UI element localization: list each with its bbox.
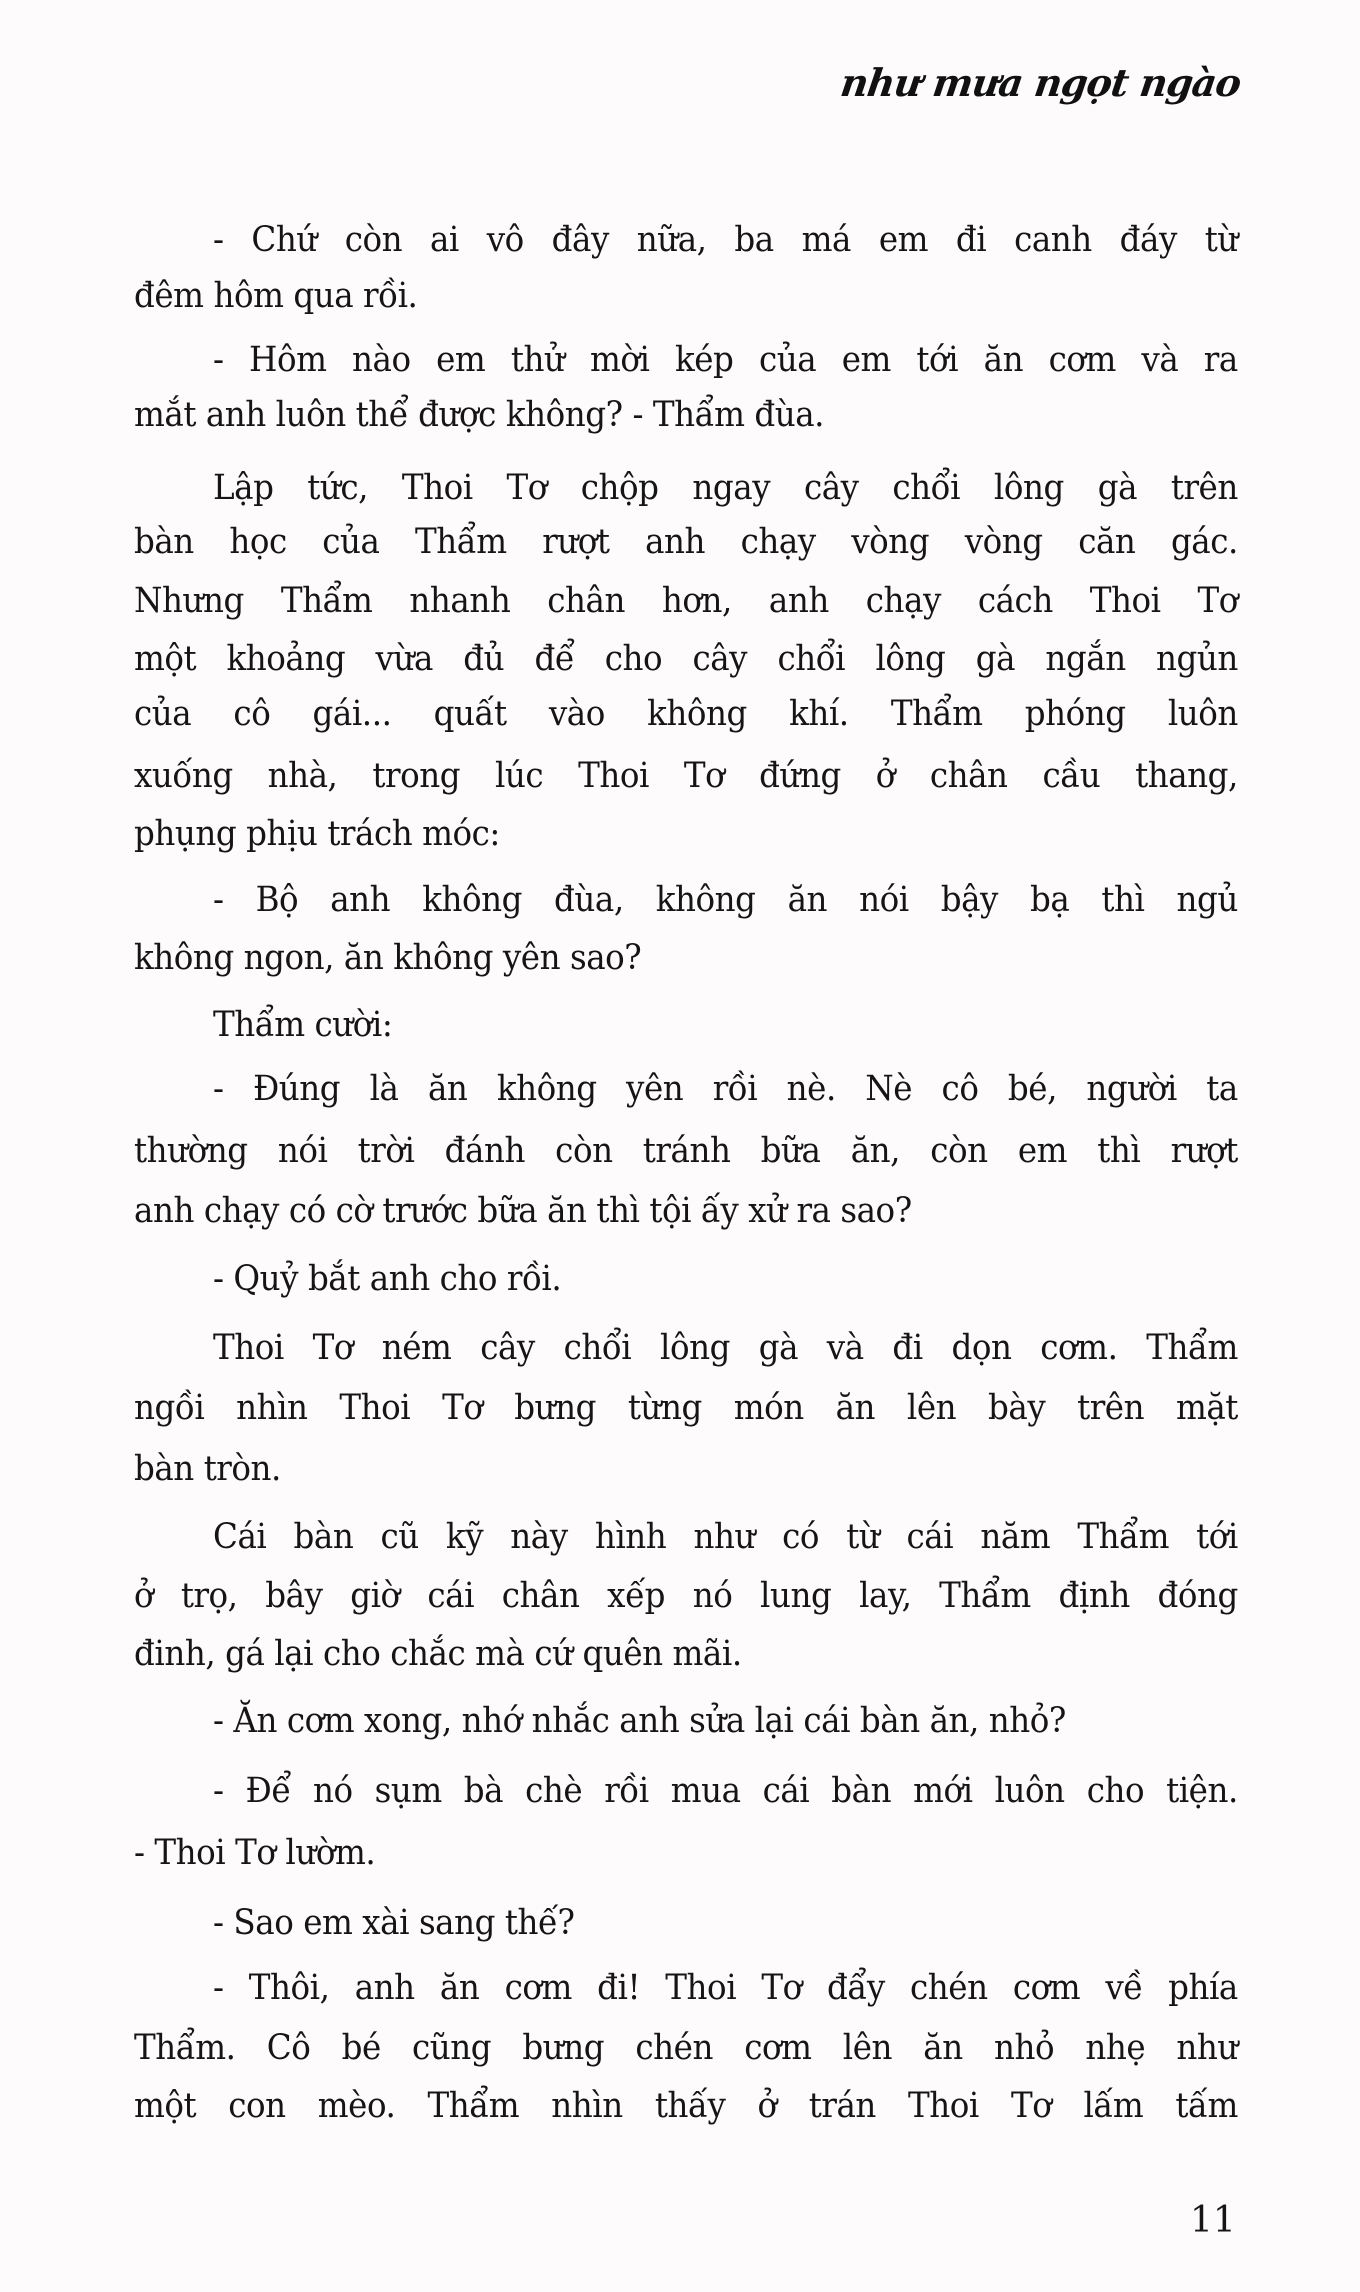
page-number: 11 xyxy=(1190,2200,1236,2241)
text-line: - Chứ còn ai vô đây nữa, ba má em đi canh đáy từ xyxy=(213,220,1238,260)
text-line: Cái bàn cũ kỹ này hình như có từ cái năm Thẩm tới xyxy=(213,1517,1238,1557)
text-line: thường nói trời đánh còn tránh bữa ăn, còn em thì rượt xyxy=(134,1131,1238,1171)
text-line: không ngon, ăn không yên sao? xyxy=(134,938,642,978)
text-line: Lập tức, Thoi Tơ chộp ngay cây chổi lông gà trên xyxy=(213,468,1238,508)
text-line: - Hôm nào em thử mời kép của em tới ăn cơm và ra xyxy=(213,340,1238,380)
text-line: đinh, gá lại cho chắc mà cứ quên mãi. xyxy=(134,1634,742,1674)
text-line: Thoi Tơ ném cây chổi lông gà và đi dọn cơm. Thẩm xyxy=(213,1328,1238,1368)
text-line: của cô gái... quất vào không khí. Thẩm phóng luôn xyxy=(134,694,1238,734)
text-line: mắt anh luôn thể được không? - Thẩm đùa. xyxy=(134,395,825,435)
text-line: Thẩm cười: xyxy=(213,1005,393,1045)
text-line: bàn tròn. xyxy=(134,1449,281,1489)
text-line: phụng phịu trách móc: xyxy=(134,814,500,854)
text-line: anh chạy có cờ trước bữa ăn thì tội ấy xử ra sao? xyxy=(134,1191,912,1231)
text-line: đêm hôm qua rồi. xyxy=(134,276,418,316)
text-line: xuống nhà, trong lúc Thoi Tơ đứng ở chân cầu thang, xyxy=(134,756,1238,796)
text-line: - Sao em xài sang thế? xyxy=(213,1903,575,1943)
text-line: - Bộ anh không đùa, không ăn nói bậy bạ thì ngủ xyxy=(213,880,1238,920)
text-line: Thẩm. Cô bé cũng bưng chén cơm lên ăn nhỏ nhẹ như xyxy=(134,2028,1238,2068)
text-line: một con mèo. Thẩm nhìn thấy ở trán Thoi Tơ lấm tấm xyxy=(134,2086,1238,2126)
running-header: như mưa ngọt ngào xyxy=(837,60,1244,105)
text-line: Nhưng Thẩm nhanh chân hơn, anh chạy cách Thoi Tơ xyxy=(134,581,1238,621)
text-line: - Thoi Tơ lườm. xyxy=(134,1833,376,1873)
text-line: - Thôi, anh ăn cơm đi! Thoi Tơ đẩy chén cơm về phía xyxy=(213,1968,1238,2008)
text-line: - Để nó sụm bà chè rồi mua cái bàn mới luôn cho tiện. xyxy=(213,1771,1238,1811)
text-line: bàn học của Thẩm rượt anh chạy vòng vòng căn gác. xyxy=(134,522,1238,562)
text-line: - Ăn cơm xong, nhớ nhắc anh sửa lại cái bàn ăn, nhỏ? xyxy=(213,1701,1066,1741)
text-line: - Đúng là ăn không yên rồi nè. Nè cô bé, người ta xyxy=(213,1069,1238,1109)
text-line: ở trọ, bây giờ cái chân xếp nó lung lay, Thẩm định đóng xyxy=(134,1576,1238,1616)
text-line: một khoảng vừa đủ để cho cây chổi lông gà ngắn ngủn xyxy=(134,639,1238,679)
text-line: - Quỷ bắt anh cho rồi. xyxy=(213,1259,562,1299)
text-line: ngồi nhìn Thoi Tơ bưng từng món ăn lên bày trên mặt xyxy=(134,1388,1238,1428)
